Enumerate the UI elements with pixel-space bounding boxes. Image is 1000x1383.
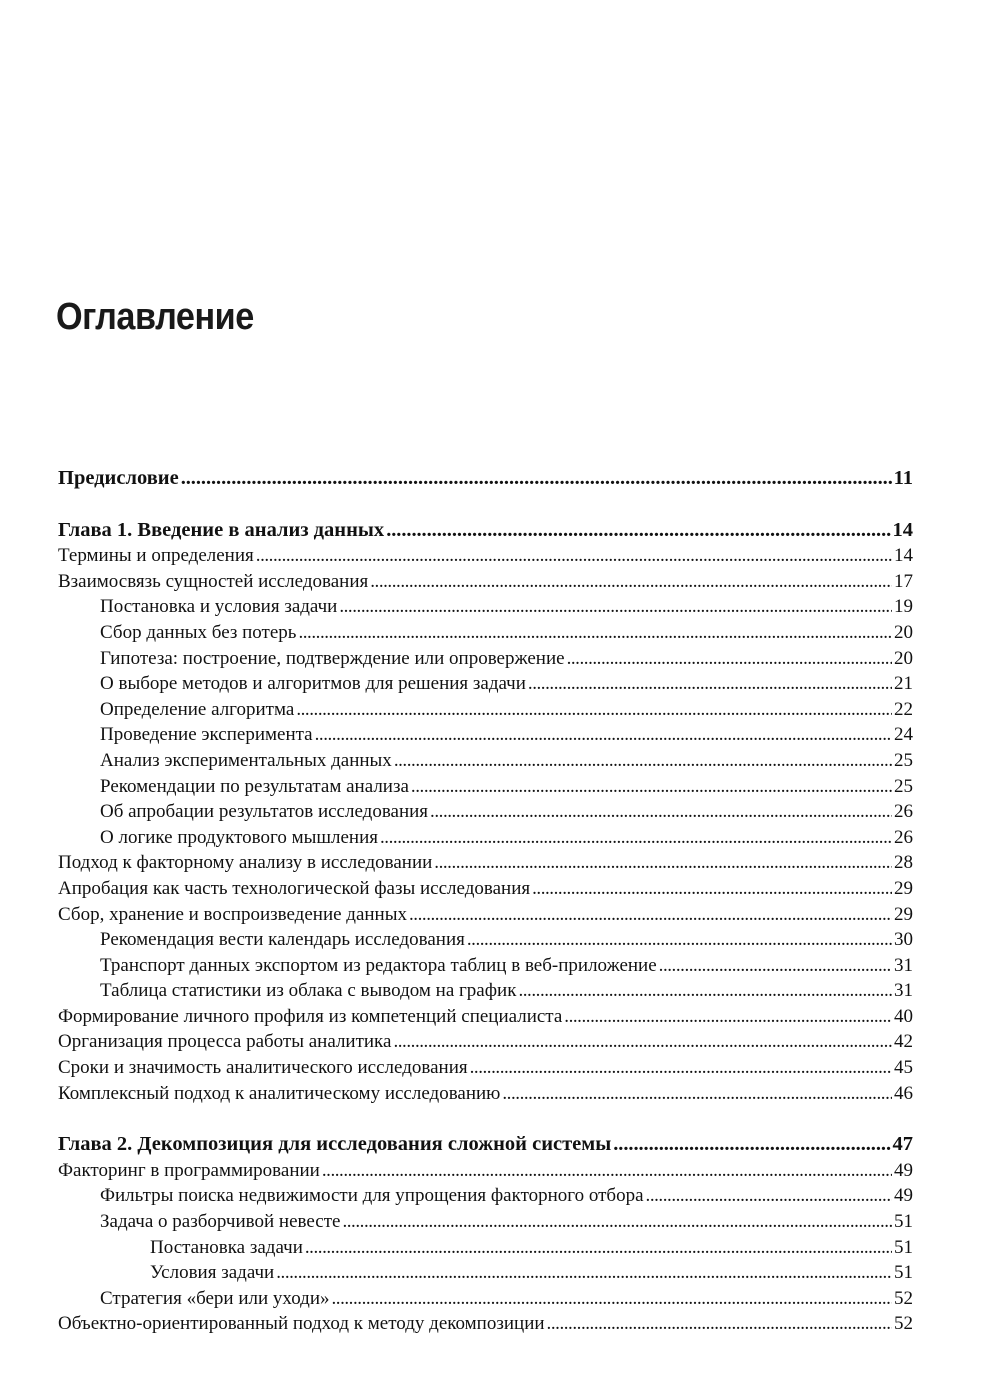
dot-leader: [386, 518, 890, 544]
dot-leader: [393, 1029, 892, 1055]
toc-section: [58, 518, 913, 1107]
table-of-contents: [58, 466, 913, 1363]
toc-entry-page-number: 17: [894, 570, 913, 592]
toc-entry: [58, 978, 913, 1004]
dot-leader: [339, 594, 892, 620]
toc-entry-page-number: 51: [894, 1211, 913, 1233]
dot-leader: [434, 850, 892, 876]
toc-entry: [58, 620, 913, 646]
dot-leader: [256, 543, 892, 569]
toc-entry: [58, 569, 913, 595]
dot-leader: [518, 978, 892, 1004]
dot-leader: [331, 1286, 892, 1312]
toc-entry-page-number: 45: [894, 1057, 913, 1079]
toc-entry-page-number: 21: [894, 673, 913, 695]
toc-entry-title: Объектно-ориентированный подход к методу декомпозиции: [58, 1313, 545, 1335]
toc-entry-page-number: 49: [894, 1185, 913, 1207]
toc-entry: [58, 722, 913, 748]
toc-entry-title: О логике продуктового мышления: [100, 826, 378, 848]
toc-entry-page-number: 20: [894, 621, 913, 643]
toc-entry: [58, 1158, 913, 1184]
dot-leader: [298, 620, 892, 646]
dot-leader: [470, 1055, 892, 1081]
toc-heading-entry: [58, 518, 913, 544]
dot-leader: [430, 799, 892, 825]
page-title: Оглавление: [56, 296, 254, 338]
toc-entry: [58, 1183, 913, 1209]
toc-entry: [58, 1286, 913, 1312]
dot-leader: [322, 1158, 892, 1184]
toc-entry-title: Условия задачи: [150, 1262, 275, 1284]
toc-entry-title: Рекомендация вести календарь исследования: [100, 929, 465, 951]
toc-entry-title: Взаимосвязь сущностей исследования: [58, 570, 369, 592]
toc-entry-page-number: 22: [894, 698, 913, 720]
toc-entry-title: Рекомендации по результатам анализа: [100, 775, 409, 797]
toc-heading-entry: [58, 466, 913, 492]
toc-entry: [58, 799, 913, 825]
toc-entry-title: Глава 1. Введение в анализ данных: [58, 518, 385, 541]
dot-leader: [646, 1183, 892, 1209]
toc-entry-title: Определение алгоритма: [100, 698, 295, 720]
toc-entry-page-number: 11: [893, 467, 913, 489]
toc-entry-title: Гипотеза: построение, подтверждение или опровержение: [100, 647, 565, 669]
dot-leader: [613, 1132, 890, 1158]
dot-leader: [411, 774, 892, 800]
toc-entry-title: Глава 2. Декомпозиция для исследования сложной системы: [58, 1133, 612, 1156]
toc-entry-page-number: 31: [894, 980, 913, 1002]
toc-entry-title: Организация процесса работы аналитика: [58, 1031, 392, 1053]
toc-entry-title: Сроки и значимость аналитического исследования: [58, 1057, 468, 1079]
dot-leader: [394, 748, 892, 774]
toc-entry: [58, 876, 913, 902]
toc-entry: [58, 850, 913, 876]
dot-leader: [659, 953, 892, 979]
toc-entry-page-number: 26: [894, 801, 913, 823]
dot-leader: [564, 1004, 892, 1030]
toc-entry-title: Задача о разборчивой невесте: [100, 1211, 341, 1233]
toc-entry: [58, 1311, 913, 1337]
toc-entry-page-number: 47: [892, 1133, 913, 1156]
toc-entry: [58, 594, 913, 620]
toc-entry: [58, 748, 913, 774]
dot-leader: [370, 569, 892, 595]
toc-entry: [58, 1004, 913, 1030]
toc-entry-title: Формирование личного профиля из компетенций специалиста: [58, 1005, 563, 1027]
toc-entry-page-number: 24: [894, 724, 913, 746]
toc-entry-title: Факторинг в программировании: [58, 1159, 320, 1181]
dot-leader: [502, 1081, 892, 1107]
toc-entry-page-number: 14: [892, 518, 913, 541]
dot-leader: [547, 1311, 892, 1337]
toc-entry: [58, 646, 913, 672]
toc-entry-title: Предисловие: [58, 467, 179, 489]
toc-entry-title: Об апробации результатов исследования: [100, 801, 429, 823]
dot-leader: [528, 671, 892, 697]
toc-entry-page-number: 26: [894, 826, 913, 848]
toc-entry-title: Транспорт данных экспортом из редактора таблиц в веб-приложение: [100, 954, 657, 976]
toc-entry: [58, 543, 913, 569]
toc-entry-title: Сбор, хранение и воспроизведение данных: [58, 903, 407, 925]
toc-entry-title: Подход к факторному анализу в исследовании: [58, 852, 433, 874]
toc-entry: [58, 927, 913, 953]
dot-leader: [532, 876, 892, 902]
toc-entry: [58, 697, 913, 723]
toc-entry-page-number: 30: [894, 929, 913, 951]
dot-leader: [305, 1235, 892, 1261]
toc-entry-title: Анализ экспериментальных данных: [100, 749, 392, 771]
toc-entry: [58, 671, 913, 697]
dot-leader: [567, 646, 892, 672]
toc-entry-title: Апробация как часть технологической фазы исследования: [58, 877, 531, 899]
toc-entry-page-number: 28: [894, 852, 913, 874]
toc-entry-title: Комплексный подход к аналитическому исследованию: [58, 1082, 501, 1104]
toc-entry: [58, 1081, 913, 1107]
toc-entry-title: О выборе методов и алгоритмов для решения задачи: [100, 673, 526, 695]
toc-entry-page-number: 25: [894, 749, 913, 771]
toc-entry-title: Проведение эксперимента: [100, 724, 313, 746]
toc-entry-title: Постановка и условия задачи: [100, 596, 338, 618]
toc-entry: [58, 825, 913, 851]
toc-entry-page-number: 31: [894, 954, 913, 976]
toc-entry-page-number: 29: [894, 877, 913, 899]
toc-entry: [58, 953, 913, 979]
toc-entry-title: Термины и определения: [58, 545, 254, 567]
dot-leader: [181, 466, 892, 492]
toc-entry-title: Таблица статистики из облака с выводом на график: [100, 980, 517, 1002]
toc-entry-page-number: 20: [894, 647, 913, 669]
dot-leader: [315, 722, 892, 748]
toc-entry: [58, 1055, 913, 1081]
toc-entry: [58, 902, 913, 928]
toc-entry-title: Сбор данных без потерь: [100, 621, 297, 643]
dot-leader: [380, 825, 892, 851]
toc-entry-title: Постановка задачи: [150, 1236, 303, 1258]
toc-section: [58, 1132, 913, 1337]
toc-entry-page-number: 29: [894, 903, 913, 925]
toc-entry-page-number: 40: [894, 1005, 913, 1027]
toc-entry-page-number: 51: [894, 1262, 913, 1284]
dot-leader: [409, 902, 892, 928]
toc-entry-page-number: 14: [894, 545, 913, 567]
dot-leader: [467, 927, 892, 953]
dot-leader: [296, 697, 892, 723]
toc-entry: [58, 1209, 913, 1235]
toc-entry-page-number: 52: [894, 1313, 913, 1335]
toc-entry-title: Фильтры поиска недвижимости для упрощения факторного отбора: [100, 1185, 644, 1207]
toc-heading-entry: [58, 1132, 913, 1158]
toc-entry-title: Стратегия «бери или уходи»: [100, 1287, 330, 1309]
toc-entry: [58, 1235, 913, 1261]
toc-entry-page-number: 51: [894, 1236, 913, 1258]
toc-entry: [58, 1260, 913, 1286]
toc-entry-page-number: 49: [894, 1159, 913, 1181]
toc-entry-page-number: 19: [894, 596, 913, 618]
toc-entry-page-number: 52: [894, 1287, 913, 1309]
toc-entry: [58, 1029, 913, 1055]
toc-section: [58, 466, 913, 492]
dot-leader: [342, 1209, 892, 1235]
toc-entry-page-number: 25: [894, 775, 913, 797]
toc-entry-page-number: 42: [894, 1031, 913, 1053]
toc-entry-page-number: 46: [894, 1082, 913, 1104]
dot-leader: [276, 1260, 892, 1286]
toc-entry: [58, 774, 913, 800]
